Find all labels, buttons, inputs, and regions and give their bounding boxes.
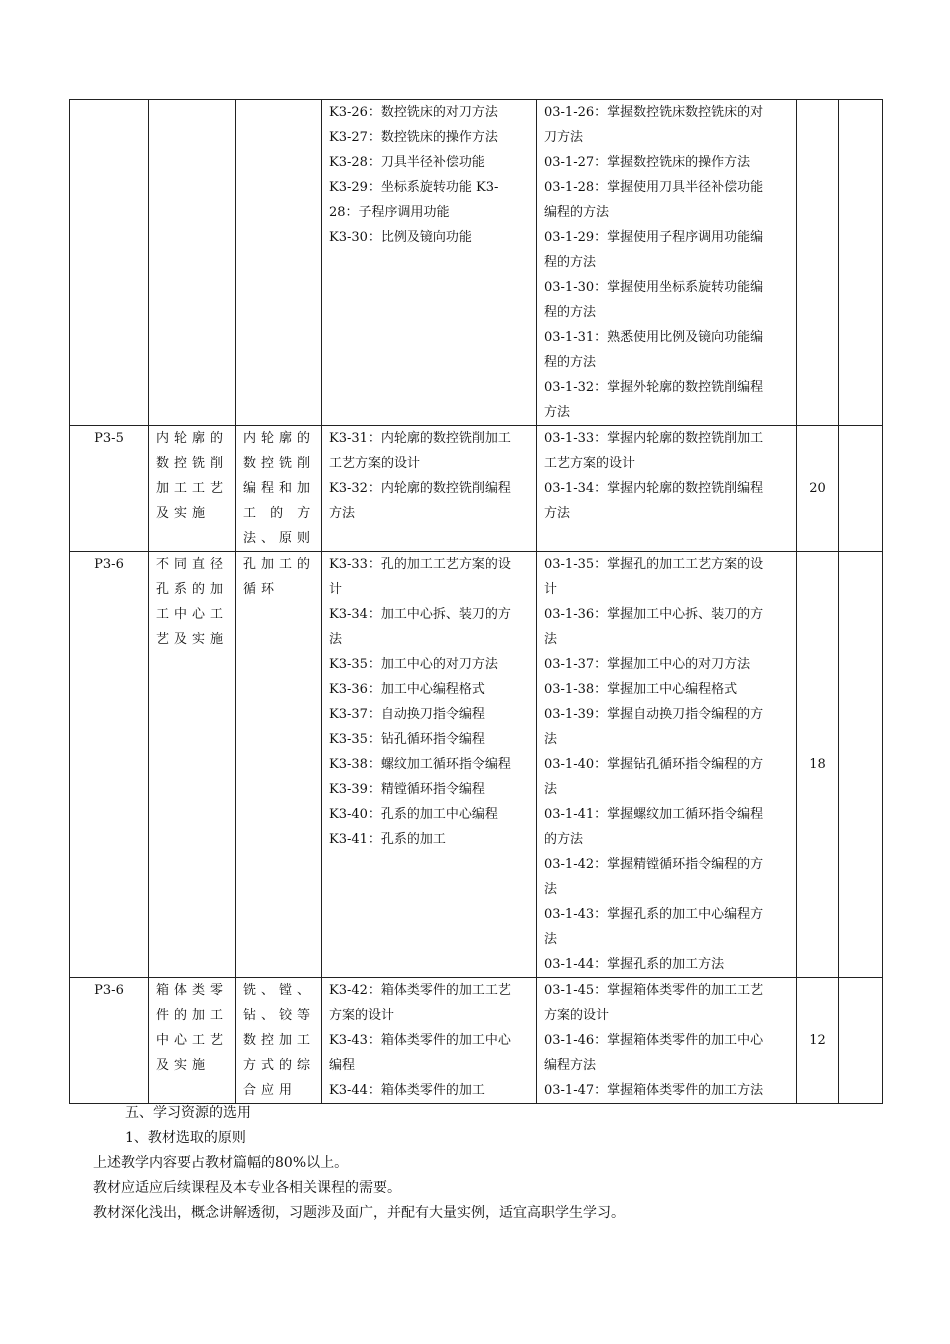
skill-line: 程的方法 [544, 355, 597, 370]
knowledge-line: 编程 [329, 1058, 356, 1073]
project-id: P3-6 [94, 557, 124, 572]
project-id-cell [70, 426, 149, 552]
method-line: 内轮廓的 [243, 431, 316, 446]
topic-cell [149, 552, 236, 978]
skill-line: 程的方法 [544, 255, 597, 270]
topic-line: 件的加工 [156, 1008, 229, 1023]
skill-line: 方案的设计 [544, 1008, 610, 1023]
skill-cell [537, 426, 797, 552]
project-id-cell [70, 552, 149, 978]
section-paragraph-2: 教材应适应后续课程及本专业各相关课程的需要。 [93, 1180, 401, 1196]
knowledge-line: K3-34：加工中心拆、装刀的方 [329, 607, 511, 622]
skill-line: 03-1-31：熟悉使用比例及镜向功能编 [544, 330, 764, 345]
skill-line: 工艺方案的设计 [544, 456, 636, 471]
method-line: 方式的综 [243, 1058, 316, 1073]
topic-line: 及实施 [156, 1058, 211, 1073]
skill-line: 03-1-44：掌握孔系的加工方法 [544, 957, 725, 972]
skill-line: 03-1-35：掌握孔的加工工艺方案的设 [544, 557, 764, 572]
method-line: 数控加工 [243, 1033, 316, 1048]
knowledge-line: K3-39：精镗循环指令编程 [329, 782, 485, 797]
knowledge-cell [322, 100, 537, 426]
method-cell [236, 426, 322, 552]
knowledge-line: K3-27：数控铣床的操作方法 [329, 130, 498, 145]
knowledge-line: K3-31：内轮廓的数控铣削加工 [329, 431, 511, 446]
skill-line: 03-1-32：掌握外轮廓的数控铣削编程 [544, 380, 764, 395]
project-id-cell [70, 100, 149, 426]
knowledge-line: K3-30：比例及镜向功能 [329, 230, 472, 245]
hours-cell [797, 978, 839, 1104]
knowledge-line: 方法 [329, 506, 356, 521]
method-cell [236, 978, 322, 1104]
skill-line: 03-1-30：掌握使用坐标系旋转功能编 [544, 280, 764, 295]
method-cell [236, 100, 322, 426]
table-body [70, 100, 883, 1104]
skill-line: 03-1-29：掌握使用子程序调用功能编 [544, 230, 764, 245]
knowledge-line: 工艺方案的设计 [329, 456, 421, 471]
skill-line: 03-1-45：掌握箱体类零件的加工工艺 [544, 983, 764, 998]
skill-line: 编程方法 [544, 1058, 597, 1073]
remarks-cell [839, 426, 883, 552]
table-row [70, 978, 883, 1104]
skill-line: 03-1-26：掌握数控铣床数控铣床的对 [544, 105, 764, 120]
skill-line: 03-1-47：掌握箱体类零件的加工方法 [544, 1083, 764, 1098]
project-id-cell [70, 978, 149, 1104]
knowledge-line: 28：子程序调用功能 [329, 205, 450, 220]
topic-line: 加工工艺 [156, 481, 229, 496]
topic-cell [149, 978, 236, 1104]
topic-line: 数控铣削 [156, 456, 229, 471]
skill-line: 方法 [544, 405, 571, 420]
skill-cell [537, 978, 797, 1104]
skill-line: 03-1-38：掌握加工中心编程格式 [544, 682, 738, 697]
section-paragraph-1: 上述教学内容要占教材篇幅的80%以上。 [93, 1155, 349, 1171]
topic-line: 及实施 [156, 506, 211, 521]
skill-line: 法 [544, 882, 558, 897]
method-cell [236, 552, 322, 978]
method-line: 法、原则 [243, 531, 316, 546]
knowledge-line: K3-37：自动换刀指令编程 [329, 707, 485, 722]
skill-line: 03-1-33：掌握内轮廓的数控铣削加工 [544, 431, 764, 446]
method-line: 铣、镗、 [243, 983, 316, 998]
knowledge-line: K3-32：内轮廓的数控铣削编程 [329, 481, 511, 496]
hours-cell [797, 426, 839, 552]
knowledge-line: 计 [329, 582, 343, 597]
hours-value: 12 [809, 1033, 826, 1048]
skill-line: 的方法 [544, 832, 584, 847]
skill-line: 03-1-39：掌握自动换刀指令编程的方 [544, 707, 764, 722]
topic-line: 内轮廓的 [156, 431, 229, 446]
skill-line: 03-1-46：掌握箱体类零件的加工中心 [544, 1033, 764, 1048]
skill-line: 03-1-36：掌握加工中心拆、装刀的方 [544, 607, 764, 622]
skill-line: 03-1-40：掌握钻孔循环指令编程的方 [544, 757, 764, 772]
skill-line: 计 [544, 582, 558, 597]
method-line: 数控铣削 [243, 456, 316, 471]
skill-line: 法 [544, 632, 558, 647]
hours-cell [797, 100, 839, 426]
method-line: 孔加工的 [243, 557, 316, 572]
knowledge-line: K3-41：孔系的加工 [329, 832, 446, 847]
topic-line: 不同直径 [156, 557, 229, 572]
section-heading: 五、学习资源的选用 [125, 1105, 251, 1121]
skill-line: 03-1-41：掌握螺纹加工循环指令编程 [544, 807, 764, 822]
topic-line: 孔系的加 [156, 582, 229, 597]
knowledge-line: K3-35：加工中心的对刀方法 [329, 657, 498, 672]
knowledge-line: 法 [329, 632, 343, 647]
knowledge-cell [322, 978, 537, 1104]
topic-line: 箱体类零 [156, 983, 229, 998]
hours-cell [797, 552, 839, 978]
skill-line: 法 [544, 932, 558, 947]
project-id: P3-6 [94, 983, 124, 998]
skill-line: 刀方法 [544, 130, 584, 145]
remarks-cell [839, 978, 883, 1104]
skill-line: 03-1-43：掌握孔系的加工中心编程方 [544, 907, 764, 922]
topic-line: 艺及实施 [156, 632, 229, 647]
skill-line: 法 [544, 782, 558, 797]
skill-line: 法 [544, 732, 558, 747]
skill-cell [537, 552, 797, 978]
knowledge-line: K3-36：加工中心编程格式 [329, 682, 485, 697]
section-paragraph-3: 教材深化浅出，概念讲解透彻，习题涉及面广，并配有大量实例，适宜高职学生学习。 [93, 1205, 625, 1221]
knowledge-line: K3-28：刀具半径补偿功能 [329, 155, 485, 170]
skill-line: 方法 [544, 506, 571, 521]
skill-line: 03-1-42：掌握精镗循环指令编程的方 [544, 857, 764, 872]
skill-line: 03-1-37：掌握加工中心的对刀方法 [544, 657, 751, 672]
topic-cell [149, 100, 236, 426]
knowledge-line: K3-35：钻孔循环指令编程 [329, 732, 485, 747]
skill-line: 程的方法 [544, 305, 597, 320]
knowledge-line: K3-43：箱体类零件的加工中心 [329, 1033, 511, 1048]
method-line: 合应用 [243, 1083, 298, 1098]
section-subheading: 1、教材选取的原则 [125, 1130, 246, 1146]
method-line: 循环 [243, 582, 280, 597]
knowledge-line: K3-29：坐标系旋转功能 K3- [329, 180, 499, 195]
topic-line: 中心工艺 [156, 1033, 229, 1048]
hours-value: 20 [809, 481, 826, 496]
table-row [70, 426, 883, 552]
hours-value: 18 [809, 757, 826, 772]
method-line: 编程和加 [243, 481, 316, 496]
course-content-table [69, 99, 883, 1104]
remarks-cell [839, 100, 883, 426]
project-id: P3-5 [94, 431, 124, 446]
table-row [70, 100, 883, 426]
knowledge-line: 方案的设计 [329, 1008, 395, 1023]
remarks-cell [839, 552, 883, 978]
skill-line: 编程的方法 [544, 205, 610, 220]
knowledge-line: K3-42：箱体类零件的加工工艺 [329, 983, 511, 998]
knowledge-line: K3-38：螺纹加工循环指令编程 [329, 757, 511, 772]
method-line: 工 的 方 [243, 506, 316, 521]
knowledge-line: K3-44：箱体类零件的加工 [329, 1083, 485, 1098]
knowledge-cell [322, 426, 537, 552]
knowledge-line: K3-26：数控铣床的对刀方法 [329, 105, 498, 120]
learning-resources-section [69, 1101, 882, 1226]
topic-line: 工中心工 [156, 607, 229, 622]
knowledge-line: K3-40：孔系的加工中心编程 [329, 807, 498, 822]
table-row [70, 552, 883, 978]
skill-line: 03-1-27：掌握数控铣床的操作方法 [544, 155, 751, 170]
skill-cell [537, 100, 797, 426]
skill-line: 03-1-28：掌握使用刀具半径补偿功能 [544, 180, 764, 195]
skill-line: 03-1-34：掌握内轮廓的数控铣削编程 [544, 481, 764, 496]
topic-cell [149, 426, 236, 552]
knowledge-line: K3-33：孔的加工工艺方案的设 [329, 557, 511, 572]
method-line: 钻、铰等 [243, 1008, 316, 1023]
knowledge-cell [322, 552, 537, 978]
